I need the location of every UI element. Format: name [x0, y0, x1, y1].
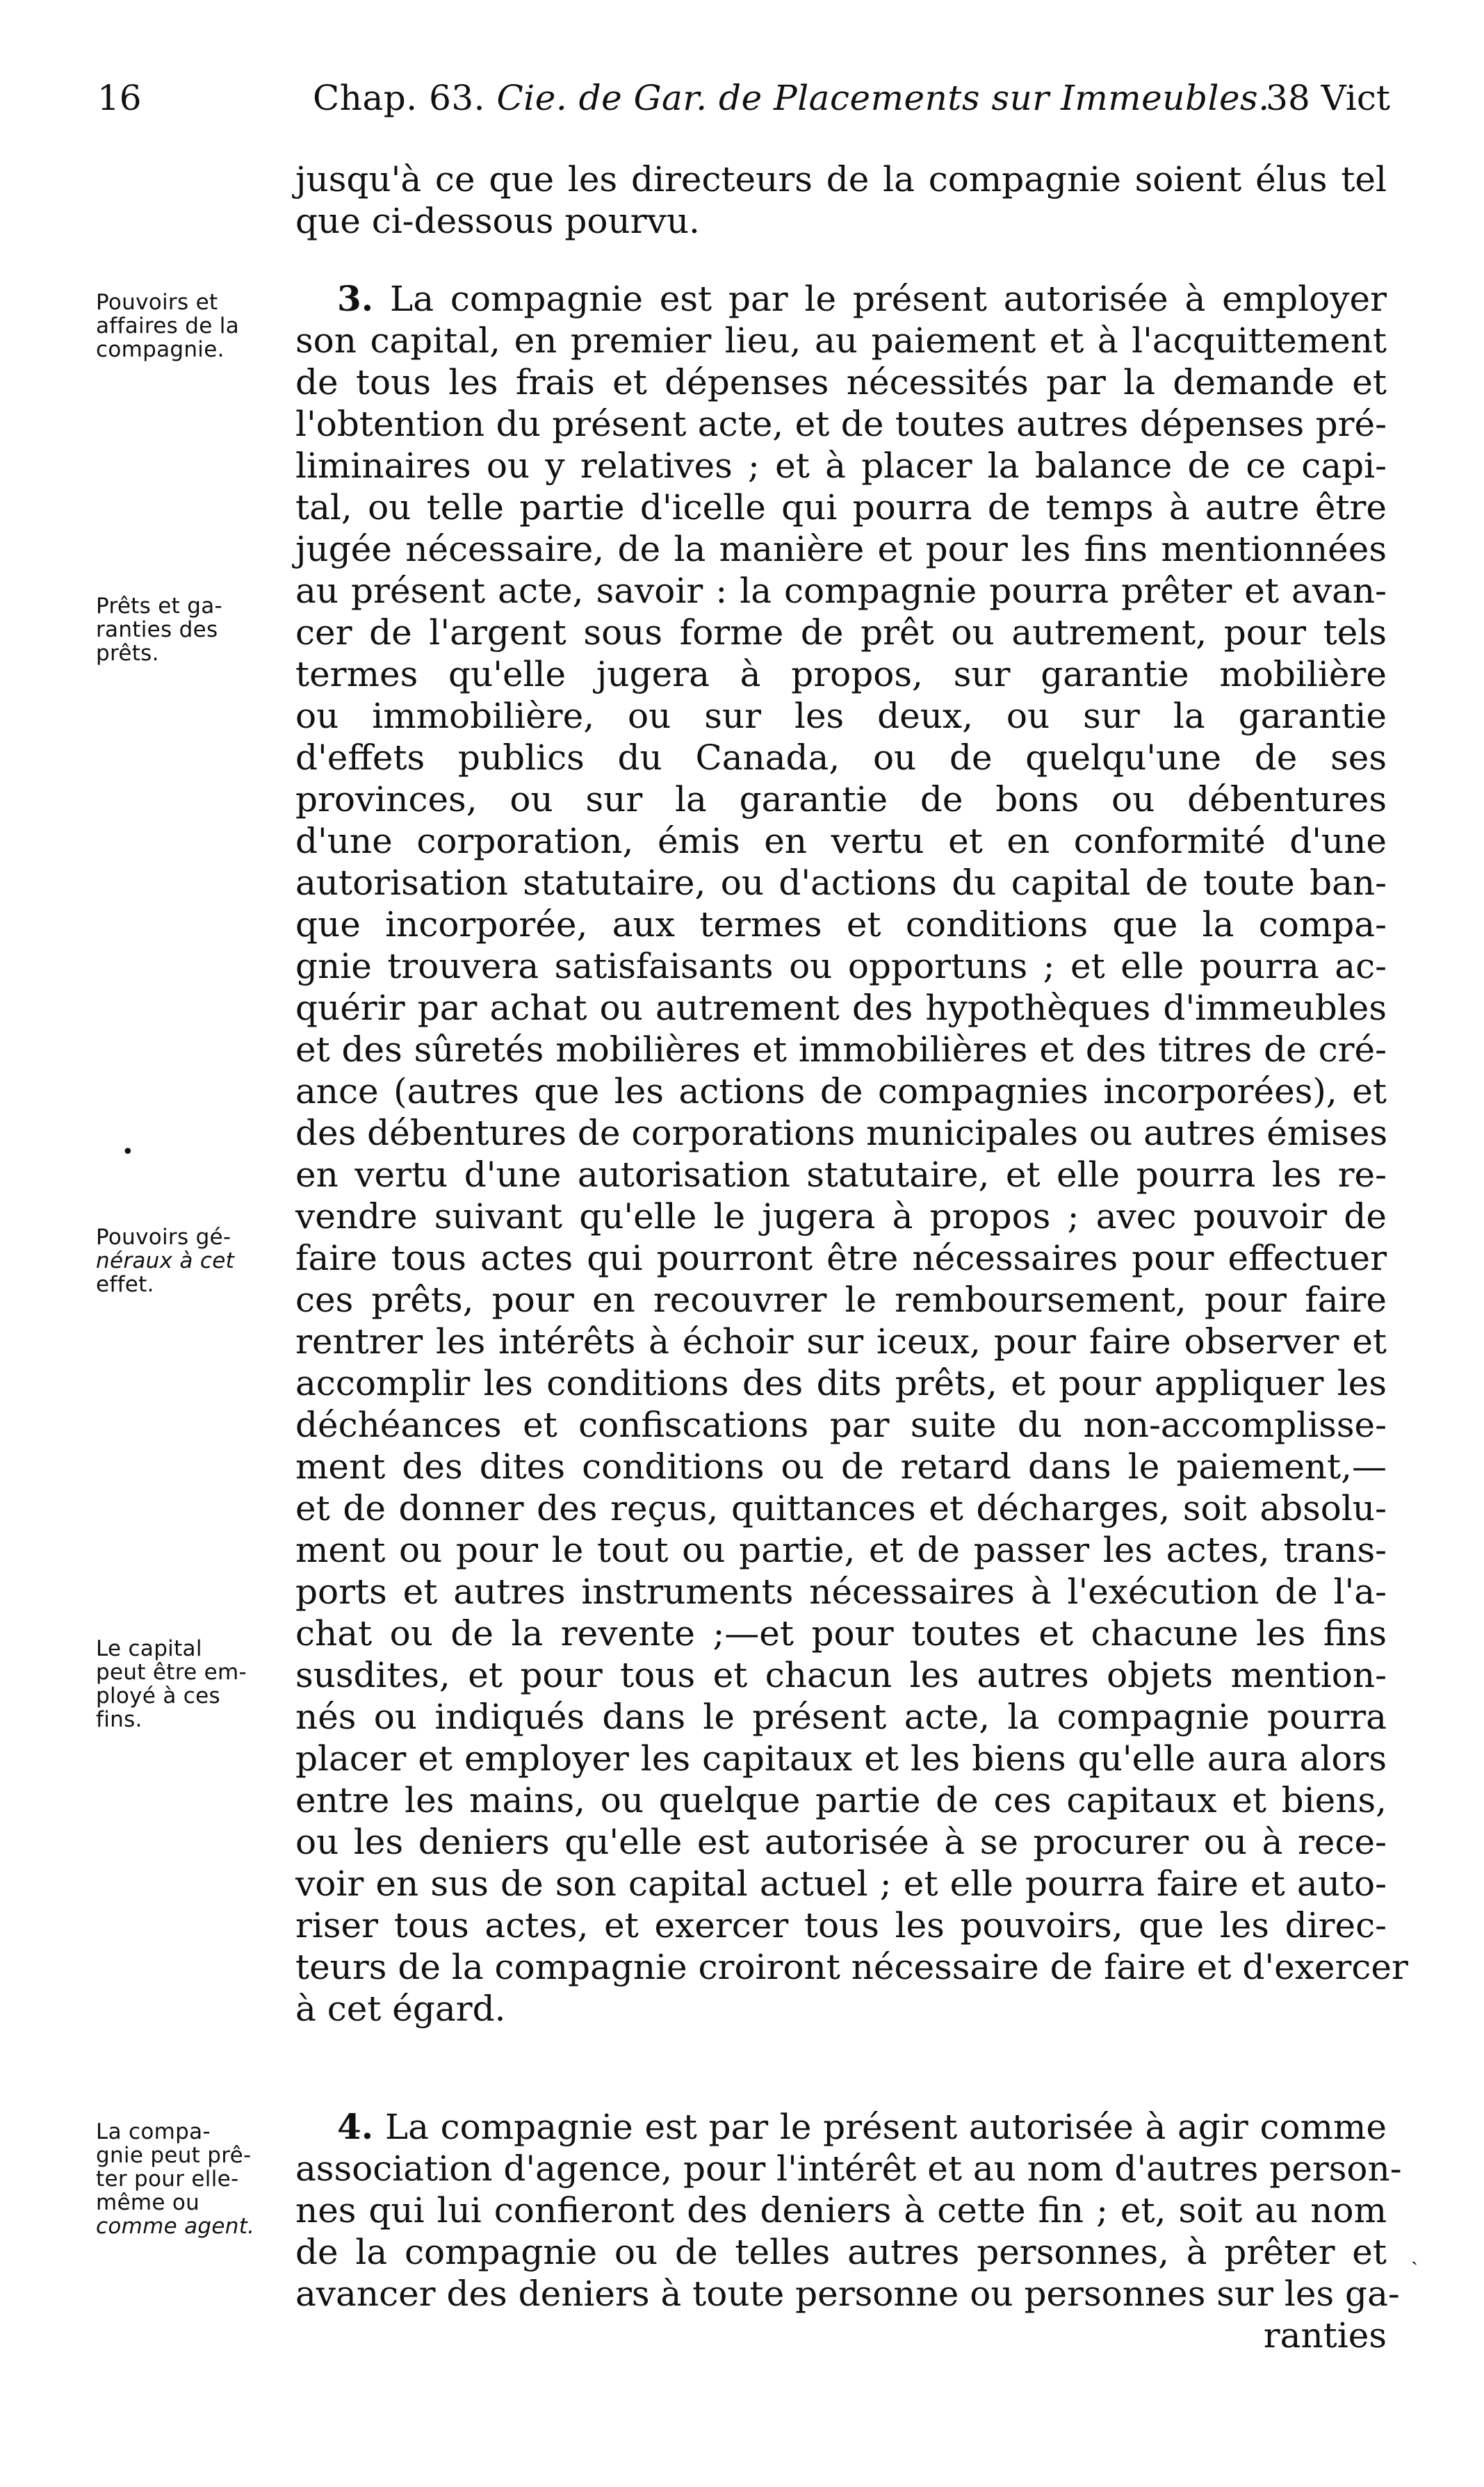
text-line: ance (autres que les actions de compagnies incorporées), et: [295, 1071, 1387, 1111]
text-line: ports et autres instruments nécessaires à l'exécution de l'a-: [295, 1572, 1387, 1612]
margin-note-prets: [96, 594, 294, 665]
text-line: nes qui lui confieront des deniers à cette fin ; et, soit au nom: [295, 2190, 1387, 2231]
text-line: ou immobilière, ou sur les deux, ou sur la garantie: [295, 696, 1387, 736]
margin-note-line: néraux à cet: [96, 1248, 235, 1273]
text-line: tal, ou telle partie d'icelle qui pourra de temps à autre être: [295, 487, 1387, 528]
margin-note-line: même ou: [96, 2190, 200, 2215]
margin-note-line: ter pour elle-: [96, 2167, 239, 2192]
text-line: son capital, en premier lieu, au paiement et à l'acquittement: [295, 320, 1387, 361]
section-3: [295, 278, 1408, 2030]
margin-note-capital: [96, 1637, 294, 1731]
margin-note-line: Le capital: [96, 1636, 202, 1661]
margin-note-line: effet.: [96, 1272, 154, 1297]
text-line: d'effets publics du Canada, ou de quelqu'une de ses: [295, 737, 1387, 778]
text-line: à cet égard.: [295, 1989, 506, 2029]
text-line: cer de l'argent sous forme de prêt ou autrement, pour tels: [295, 612, 1387, 653]
stray-mark: ˏ: [1411, 2242, 1418, 2266]
text-line: rentrer les intérêts à échoir sur iceux, pour faire observer et: [295, 1321, 1387, 1362]
margin-note-line: La compa-: [96, 2119, 211, 2144]
text-line: association d'agence, pour l'intérêt et au nom d'autres person-: [295, 2148, 1402, 2189]
text-line: 3. La compagnie est par le présent autorisée à employer: [337, 278, 1387, 319]
text-line: ces prêts, pour en recouvrer le remboursement, pour faire: [295, 1280, 1387, 1320]
text-line: placer et employer les capitaux et les biens qu'elle aura alors: [295, 1738, 1387, 1779]
section-number: 4.: [337, 2106, 374, 2147]
stray-mark: •: [122, 1140, 134, 1164]
text-line: de tous les frais et dépenses nécessités par la demande et: [295, 362, 1387, 402]
intro-paragraph: [295, 158, 1387, 242]
text-line: faire tous actes qui pourront être nécessaires pour effectuer: [295, 1238, 1387, 1278]
text-line: provinces, ou sur la garantie de bons ou débentures: [295, 779, 1387, 820]
text-line: gnie trouvera satisfaisants ou opportuns ; et elle pourra ac-: [295, 946, 1387, 986]
chapter-heading: [313, 78, 1270, 118]
margin-note-line: peut être em-: [96, 1660, 247, 1685]
text-line: en vertu d'une autorisation statutaire, et elle pourra les re-: [295, 1155, 1387, 1195]
text-line: que incorporée, aux termes et conditions que la compa-: [295, 904, 1387, 945]
margin-note-line: ranties des: [96, 617, 218, 642]
text-line: entre les mains, ou quelque partie de ces capitaux et biens,: [295, 1780, 1387, 1820]
margin-note-line: compagnie.: [96, 337, 225, 362]
text-line: d'une corporation, émis en vertu et en conformité d'une: [295, 821, 1387, 861]
text-line: ou les deniers qu'elle est autorisée à se procurer ou à rece-: [295, 1822, 1387, 1862]
text-line: jugée nécessaire, de la manière et pour les fins mentionnées: [295, 529, 1387, 569]
text-line: nés ou indiqués dans le présent acte, la compagnie pourra: [295, 1697, 1387, 1737]
catchword: ranties: [1263, 2315, 1387, 2356]
regnal-year: 38 Vict: [1266, 78, 1390, 118]
text-line: et des sûretés mobilières et immobilières et des titres de cré-: [295, 1029, 1387, 1070]
text-line: teurs de la compagnie croiront nécessaire de faire et d'exercer: [295, 1947, 1408, 1987]
page-number: 16: [97, 78, 142, 118]
chapter-number: Chap. 63.: [313, 78, 486, 118]
text-line: chat ou de la revente ;—et pour toutes et chacune les fins: [295, 1613, 1387, 1654]
margin-note-line: ployé à ces: [96, 1683, 220, 1709]
text-line: des débentures de corporations municipales ou autres émises: [295, 1113, 1388, 1153]
margin-note-line: prêts.: [96, 641, 159, 666]
margin-note-agence: [96, 2120, 294, 2238]
section-number: 3.: [337, 278, 374, 319]
text-line: autorisation statutaire, ou d'actions du capital de toute ban-: [295, 863, 1387, 903]
text-line: vendre suivant qu'elle le jugera à propos ; avec pouvoir de: [295, 1196, 1387, 1237]
text-line: termes qu'elle jugera à propos, sur garantie mobilière: [295, 654, 1387, 694]
section-4: [295, 2106, 1402, 2356]
margin-note-pouvoirs-generaux: [96, 1225, 294, 1296]
margin-note-line: affaires de la: [96, 313, 239, 339]
text-line: au présent acte, savoir : la compagnie pourra prêter et avan-: [295, 571, 1387, 611]
running-head: [97, 78, 1390, 133]
text-line: et de donner des reçus, quittances et décharges, soit absolu-: [295, 1488, 1387, 1528]
text-line: de la compagnie ou de telles autres personnes, à prêter et: [295, 2232, 1387, 2272]
text-line: 4. La compagnie est par le présent autorisée à agir comme: [337, 2106, 1387, 2147]
margin-note-line: Pouvoirs gé-: [96, 1225, 231, 1250]
act-title: Cie. de Gar. de Placements sur Immeubles.: [496, 78, 1270, 118]
text-line: liminaires ou y relatives ; et à placer la balance de ce capi-: [295, 446, 1387, 486]
margin-note-line: fins.: [96, 1707, 142, 1732]
text-line: que ci-dessous pourvu.: [295, 201, 700, 241]
text-line: susdites, et pour tous et chacun les autres objets mention-: [295, 1655, 1387, 1695]
text-line: déchéances et confiscations par suite du non-accomplisse-: [295, 1405, 1387, 1445]
margin-note-line: gnie peut prê-: [96, 2143, 252, 2168]
text-line: ment ou pour le tout ou partie, et de passer les actes, trans-: [295, 1530, 1387, 1570]
text-line: avancer des deniers à toute personne ou personnes sur les ga-: [295, 2274, 1400, 2314]
margin-note-line: Prêts et ga-: [96, 594, 222, 619]
margin-note-pouvoirs: [96, 291, 294, 361]
margin-note-line: Pouvoirs et: [96, 290, 218, 315]
text-line: l'obtention du présent acte, et de toutes autres dépenses pré-: [295, 404, 1387, 444]
text-line: quérir par achat ou autrement des hypothèques d'immeubles: [295, 988, 1387, 1028]
text-line: accomplir les conditions des dits prêts, et pour appliquer les: [295, 1363, 1387, 1403]
text-line: jusqu'à ce que les directeurs de la compagnie soient élus tel: [295, 159, 1387, 199]
text-line: voir en sus de son capital actuel ; et elle pourra faire et auto-: [295, 1864, 1387, 1904]
text-line: riser tous actes, et exercer tous les pouvoirs, que les direc-: [295, 1905, 1387, 1946]
margin-note-line: comme agent.: [96, 2214, 255, 2239]
text-line: ment des dites conditions ou de retard dans le paiement,—: [295, 1446, 1387, 1487]
